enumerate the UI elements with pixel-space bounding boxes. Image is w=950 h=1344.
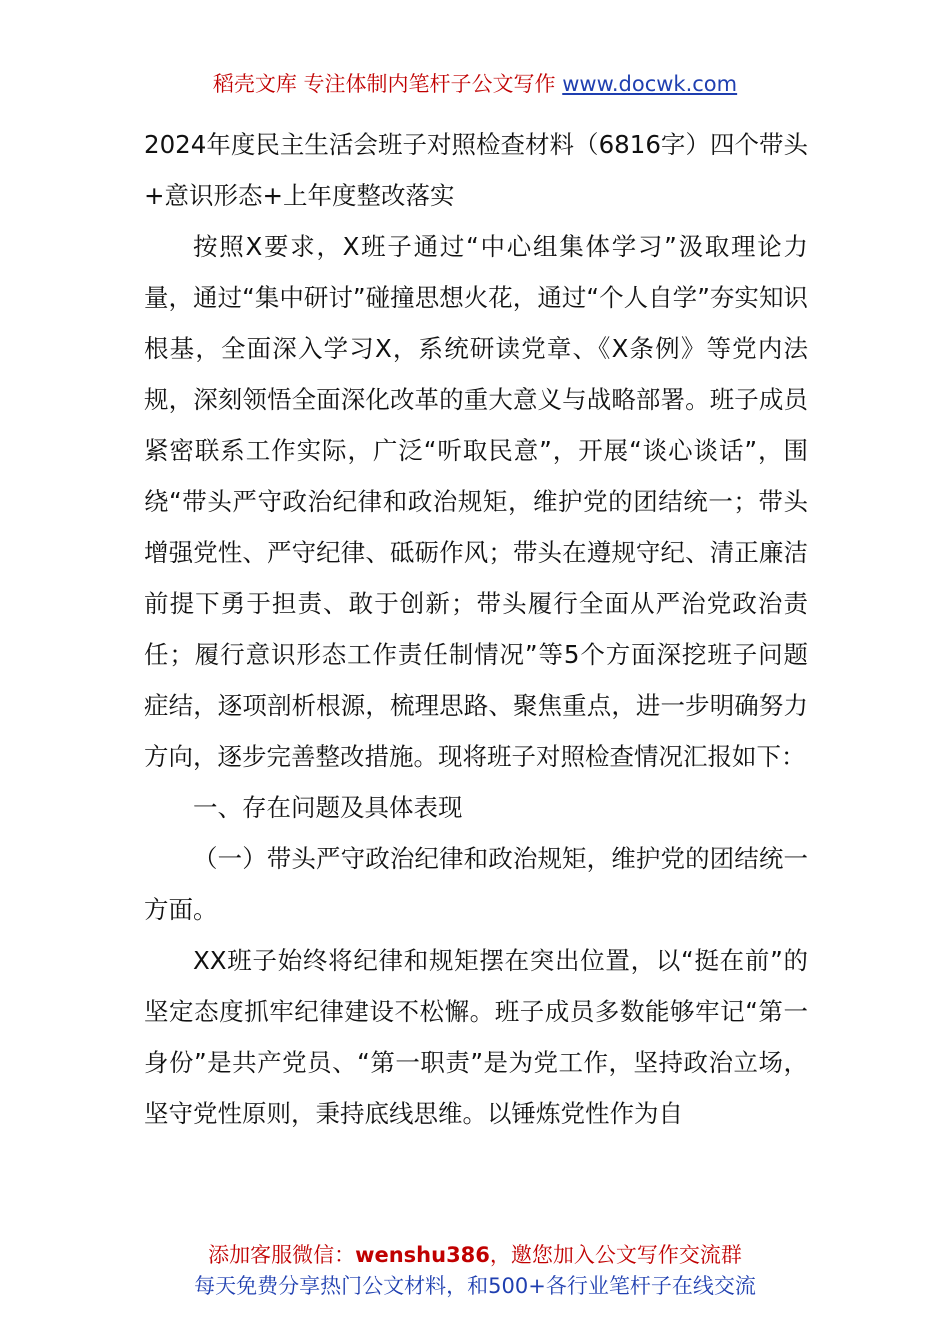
subsection-heading: （一）带头严守政治纪律和政治规矩，维护党的团结统一方面。: [144, 844, 808, 924]
footer-wechat-line: [0, 1240, 950, 1271]
wechat-suffix: ，邀您加入公文写作交流群: [489, 1243, 742, 1267]
body-paragraph: XX班子始终将纪律和规矩摆在突出位置，以“挺在前”的坚定态度抓牢纪律建设不松懈。班子成员多数能够牢记“第一身份”是共产党员、“第一职责”是为党工作，坚持政治立场，坚守党性原则，秉持底线思维。以锤炼党性作为自: [144, 946, 808, 1128]
intro-paragraph: 按照X要求，X班子通过“中心组集体学习”汲取理论力量，通过“集中研讨”碰撞思想火花，通过“个人自学”夯实知识根基，全面深入学习X，系统研读党章、《X条例》等党内法规，深刻领悟全面深化改革的重大意义与战略部署。班子成员紧密联系工作实际，广泛“听取民意”，开展“谈心谈话”，围绕“带头严守政治纪律和政治规矩，维护党的团结统一；带头增强党性、严守纪律、砥砺作风；带头在遵规守纪、清正廉洁前提下勇于担责、敢于创新；带头履行全面从严治党政治责任；履行意识形态工作责任制情况”等5个方面深挖班子问题症结，逐项剖析根源，梳理思路、聚焦重点，进一步明确努力方向，逐步完善整改措施。现将班子对照检查情况汇报如下：: [144, 232, 808, 771]
wechat-id: wenshu386: [355, 1243, 490, 1267]
site-url-link[interactable]: www.docwk.com: [562, 72, 738, 96]
section-heading: 一、存在问题及具体表现: [193, 793, 463, 822]
footer-share-line: 每天免费分享热门公文材料，和500+各行业笔杆子在线交流: [194, 1274, 756, 1298]
footer-promo: [0, 1240, 950, 1302]
document-body: [144, 119, 808, 1139]
brand-tagline: 稻壳文库 专注体制内笔杆子公文写作: [212, 72, 556, 96]
header-banner: [0, 68, 950, 100]
wechat-prefix: 添加客服微信：: [208, 1243, 356, 1267]
document-title: 2024年度民主生活会班子对照检查材料（6816字）四个带头+意识形态+上年度整改落实: [144, 130, 808, 210]
